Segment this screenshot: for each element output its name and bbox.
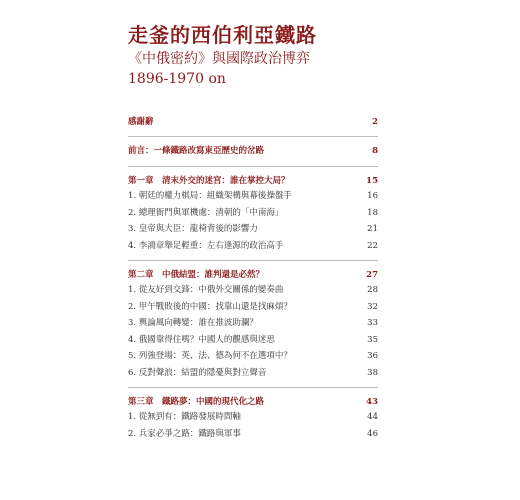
toc-section-ack (128, 116, 378, 129)
toc-entry-page: 2 (372, 117, 378, 127)
toc-item-page: 28 (367, 285, 378, 295)
toc-item[interactable] (128, 205, 378, 222)
toc-item-label: 1. 從無到有：鐵路發展時間軸 (128, 412, 241, 422)
toc-item[interactable] (128, 365, 378, 382)
toc-chapter-page: 27 (366, 270, 378, 280)
toc-item[interactable] (128, 299, 378, 316)
toc-item-label: 2. 兵家必爭之路：鐵路與軍事 (128, 428, 241, 439)
toc-item-label: 6. 反對聲浪：結盟的隱憂與對立聲音 (128, 367, 267, 378)
toc-item-label: 3. 輿論風向轉變：誰在推波助瀾？ (128, 318, 258, 328)
toc-entry-preface[interactable] (128, 145, 378, 158)
toc-item-page: 22 (367, 240, 378, 251)
toc-chapter-2[interactable] (128, 269, 378, 282)
toc-item-label: 1. 朝廷的權力棋局：組織架構與幕後操盤手 (128, 191, 292, 201)
toc-chapter-label: 第三章 鐵路夢：中國的現代化之路 (128, 397, 265, 407)
toc-section-preface (128, 145, 378, 158)
toc-item-page: 36 (367, 351, 378, 361)
book-subtitle: 《中俄密約》與國際政治博弈 (128, 51, 310, 67)
toc-item-label: 5. 列強登場：英、法、德為何不在選項中？ (128, 351, 292, 361)
title-block (128, 22, 378, 89)
toc-item-label: 2. 甲午戰敗後的中國：找靠山還是找麻煩？ (128, 301, 292, 312)
toc-item-page: 44 (367, 412, 378, 422)
toc-entry-label: 感謝辭 (128, 117, 154, 127)
toc-item-label: 3. 皇帝與大臣：龍椅背後的影響力 (128, 224, 258, 234)
book-title: 走釜的西伯利亞鐵路 (128, 23, 317, 47)
toc-item-label: 4. 李鴻章舉足輕重：左右逢源的政治高手 (128, 240, 284, 251)
toc-item[interactable] (128, 332, 378, 349)
toc-item-page: 21 (367, 224, 378, 234)
toc-item[interactable] (128, 221, 378, 238)
table-of-contents (128, 116, 378, 442)
section-divider (128, 387, 378, 388)
toc-item[interactable] (128, 348, 378, 365)
toc-section-chapter-3 (128, 396, 378, 442)
toc-item[interactable] (128, 238, 378, 255)
toc-item-page: 32 (367, 301, 378, 312)
toc-item-page: 38 (367, 367, 378, 378)
toc-item-page: 33 (367, 318, 378, 328)
toc-chapter-3[interactable] (128, 396, 378, 409)
toc-item[interactable] (128, 426, 378, 443)
toc-item-page: 35 (367, 334, 378, 345)
toc-item-label: 1. 從友好到交鋒：中俄外交關係的變奏曲 (128, 285, 284, 295)
toc-chapter-label: 第一章 清末外交的迷宮：誰在掌控大局？ (128, 176, 290, 186)
book-years: 1896-1970 on (128, 71, 226, 87)
toc-entry-ack[interactable] (128, 116, 378, 129)
toc-item-page: 46 (367, 428, 378, 439)
toc-entry-label: 前言：一條鐵路改寫東亞歷史的岔路 (128, 146, 265, 156)
toc-entry-page: 8 (372, 146, 378, 156)
toc-section-chapter-2 (128, 269, 378, 381)
toc-chapter-1[interactable] (128, 175, 378, 188)
toc-section-chapter-1 (128, 175, 378, 254)
toc-item[interactable] (128, 188, 378, 205)
toc-item-label: 2. 總理衙門與軍機處：清朝的「中南海」 (128, 207, 284, 218)
toc-chapter-page: 15 (366, 176, 378, 186)
toc-item[interactable] (128, 282, 378, 299)
toc-item-page: 16 (367, 191, 378, 201)
toc-item-label: 4. 俄國靠得住嗎？中國人的觀感與迷思 (128, 334, 275, 345)
toc-chapter-page: 43 (366, 397, 378, 407)
toc-item[interactable] (128, 315, 378, 332)
section-divider (128, 260, 378, 261)
section-divider (128, 166, 378, 167)
toc-item-page: 18 (367, 207, 378, 218)
toc-item[interactable] (128, 409, 378, 426)
toc-chapter-label: 第二章 中俄結盟：誰判還是必然？ (128, 270, 265, 280)
section-divider (128, 136, 378, 137)
